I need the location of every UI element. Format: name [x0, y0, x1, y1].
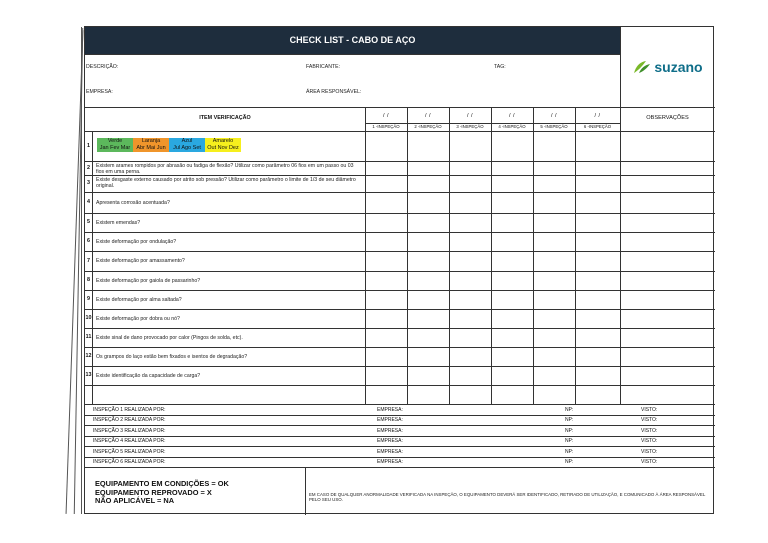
- empresa-field[interactable]: EMPRESA:: [377, 448, 403, 455]
- inspection-cell[interactable]: [533, 309, 575, 328]
- visto-field[interactable]: VISTO:: [641, 417, 658, 423]
- inspection-cell[interactable]: [407, 213, 449, 232]
- row-line: [85, 404, 715, 405]
- inspection-cell[interactable]: [533, 271, 575, 290]
- inspection-cell[interactable]: [575, 213, 620, 232]
- inspection-date-field[interactable]: / /: [550, 113, 558, 119]
- inspection-cell[interactable]: [407, 271, 449, 290]
- np-field[interactable]: NP:: [565, 448, 574, 455]
- inspection-cell[interactable]: [365, 328, 407, 347]
- inspection-cell[interactable]: [365, 309, 407, 328]
- inspection-cell[interactable]: [491, 131, 533, 161]
- legend-swatch: Azul Jul Ago Set: [169, 138, 205, 152]
- item-question: Os grampos do laço estão bem fixados e isentos de degradação?: [96, 353, 248, 360]
- observation-cell[interactable]: [620, 328, 715, 347]
- inspection-cell[interactable]: [365, 131, 407, 161]
- inspection-cell[interactable]: [365, 347, 407, 366]
- fabricante-label: FABRICANTE:: [306, 64, 341, 70]
- inspection-date-field[interactable]: / /: [508, 113, 516, 119]
- inspection-cell[interactable]: [533, 251, 575, 271]
- footer-row-line: [85, 467, 715, 468]
- item-number: 10: [85, 315, 92, 321]
- inspection-cell[interactable]: [491, 366, 533, 385]
- inspector-label: INSPEÇÃO 6 REALIZADA POR:: [93, 459, 166, 465]
- item-number: 13: [85, 372, 92, 378]
- inspection-cell[interactable]: [533, 213, 575, 232]
- inspection-cell[interactable]: [491, 232, 533, 251]
- inspection-date-field[interactable]: / /: [466, 113, 474, 119]
- company-logo: [620, 27, 715, 107]
- inspection-cell[interactable]: [575, 161, 620, 175]
- item-question: Existe deformação por amassamento?: [96, 258, 185, 264]
- status-ok: EQUIPAMENTO EM CONDIÇÕES = OK: [95, 479, 229, 488]
- area-responsavel-label: ÁREA RESPONSÁVEL:: [306, 89, 362, 95]
- np-field[interactable]: NP:: [565, 406, 574, 413]
- inspection-date-field[interactable]: / /: [382, 113, 390, 119]
- inspection-cell[interactable]: [365, 251, 407, 271]
- visto-field[interactable]: VISTO:: [641, 448, 658, 455]
- status-key: [95, 480, 305, 506]
- item-question: Existem emendas?: [96, 219, 141, 226]
- empresa-field[interactable]: EMPRESA:: [377, 417, 403, 423]
- observation-cell[interactable]: [620, 271, 715, 290]
- item-number: 5: [87, 219, 90, 225]
- inspection-cell[interactable]: [575, 232, 620, 251]
- inspection-cell[interactable]: [491, 192, 533, 213]
- inspection-cell[interactable]: [449, 213, 491, 232]
- row-line: [85, 385, 715, 386]
- item-number: 11: [85, 334, 92, 340]
- inspection-cell[interactable]: [449, 161, 491, 175]
- status-nao-aplicavel: NÃO APLICÁVEL = NA: [95, 496, 175, 505]
- visto-field[interactable]: VISTO:: [641, 427, 658, 434]
- inspection-cell[interactable]: [491, 271, 533, 290]
- inspection-cell[interactable]: [449, 232, 491, 251]
- observation-cell[interactable]: [620, 232, 715, 251]
- inspection-cell[interactable]: [365, 161, 407, 175]
- inspection-cell[interactable]: [449, 290, 491, 309]
- inspection-cell[interactable]: [533, 131, 575, 161]
- inspection-cell[interactable]: [491, 213, 533, 232]
- inspection-cell[interactable]: [533, 192, 575, 213]
- item-question: Existe deformação por dobra ou nó?: [96, 315, 180, 322]
- footer-row-line: [85, 436, 715, 437]
- item-number: 2: [87, 165, 90, 171]
- inspection-cell[interactable]: [407, 131, 449, 161]
- inspection-cell[interactable]: [449, 347, 491, 366]
- inspection-cell[interactable]: [491, 251, 533, 271]
- inspection-cell[interactable]: [407, 175, 449, 192]
- item-number: 3: [87, 180, 90, 186]
- inspection-cell[interactable]: [449, 271, 491, 290]
- empresa-field[interactable]: EMPRESA:: [377, 406, 403, 413]
- inspection-cell[interactable]: [449, 251, 491, 271]
- leaf-icon: [633, 60, 651, 74]
- inspection-cell[interactable]: [575, 251, 620, 271]
- inspection-cell[interactable]: [365, 175, 407, 192]
- inspection-header: 6 -INSPEÇÃO: [583, 124, 612, 129]
- np-field[interactable]: NP:: [565, 417, 574, 423]
- inspection-cell[interactable]: [449, 366, 491, 385]
- inspector-label: INSPEÇÃO 1 REALIZADA POR:: [93, 406, 166, 413]
- item-question: Existe desgaste externo causado por atrito sob pressão? Utilizar como parâmetro o limite de 1/3 de seu diâmetro original.: [96, 177, 356, 189]
- item-number: 4: [87, 199, 90, 205]
- legend-swatch: Amarelo Out Nov Dez: [205, 138, 241, 152]
- empresa-field[interactable]: EMPRESA:: [377, 438, 403, 444]
- observation-cell[interactable]: [620, 161, 715, 175]
- inspection-cell[interactable]: [533, 232, 575, 251]
- inspection-cell[interactable]: [407, 232, 449, 251]
- inspection-cell[interactable]: [407, 328, 449, 347]
- footer-row-line: [85, 415, 715, 416]
- inspection-cell[interactable]: [491, 290, 533, 309]
- inspection-cell[interactable]: [575, 366, 620, 385]
- inspection-cell[interactable]: [533, 328, 575, 347]
- inspection-header: 5 -INSPEÇÃO: [540, 124, 568, 129]
- np-field[interactable]: NP:: [565, 459, 574, 465]
- item-question: Existe deformação por gaiola de passarinho?: [96, 277, 201, 284]
- observation-cell[interactable]: [620, 347, 715, 366]
- empresa-field[interactable]: EMPRESA:: [377, 427, 403, 434]
- observation-cell[interactable]: [620, 213, 715, 232]
- item-number: 1: [87, 143, 90, 149]
- inspection-header: 1 -INSPEÇÃO: [372, 124, 400, 129]
- np-field[interactable]: NP:: [565, 427, 574, 434]
- inspection-cell[interactable]: [449, 131, 491, 161]
- inspection-date-field[interactable]: / /: [594, 113, 601, 119]
- legend-swatch: Verde Jan Fev Mar: [97, 138, 133, 152]
- observation-cell[interactable]: [620, 251, 715, 271]
- inspection-cell[interactable]: [407, 290, 449, 309]
- inspection-cell[interactable]: [575, 309, 620, 328]
- visto-field[interactable]: VISTO:: [641, 459, 658, 465]
- inspection-header: 2 -INSPEÇÃO: [414, 124, 442, 129]
- observacoes-header: OBSERVAÇÕES: [646, 115, 689, 121]
- item-number: 6: [87, 238, 90, 244]
- item-question: Existem arames rompidos por abrasão ou fadiga de flexão? Utilizar como parâmetro 06 fios em um passo ou 03 fios em uma perna.: [96, 163, 354, 175]
- inspection-cell[interactable]: [575, 328, 620, 347]
- number-column-line: [92, 131, 93, 404]
- item-question: Existe deformação por alma saltada?: [96, 296, 182, 303]
- footer-row-line: [85, 446, 715, 447]
- inspection-cell[interactable]: [365, 213, 407, 232]
- footer-row-line: [85, 425, 715, 426]
- item-verificacao-header: ITEM VERIFICAÇÃO: [199, 115, 251, 121]
- inspection-cell[interactable]: [491, 175, 533, 192]
- inspection-date-field[interactable]: / /: [424, 113, 432, 119]
- legend-swatch: Laranja Abr Mai Jun: [133, 138, 169, 152]
- logo-text: suzano: [654, 59, 703, 75]
- inspection-cell[interactable]: [533, 290, 575, 309]
- inspection-cell[interactable]: [365, 290, 407, 309]
- inspector-label: INSPEÇÃO 2 REALIZADA POR:: [93, 417, 166, 423]
- inspection-cell[interactable]: [407, 192, 449, 213]
- item-question: Existe sinal de dano provocado por calor (Pingos de solda, etc).: [96, 334, 243, 341]
- tag-label: TAG:: [494, 64, 506, 70]
- binder-line-3: [81, 27, 82, 514]
- inspection-cell[interactable]: [491, 347, 533, 366]
- inspection-cell[interactable]: [407, 366, 449, 385]
- empresa-label: EMPRESA:: [86, 89, 113, 95]
- inspection-cell[interactable]: [491, 161, 533, 175]
- inspection-cell[interactable]: [533, 366, 575, 385]
- inspection-cell[interactable]: [575, 175, 620, 192]
- observation-cell[interactable]: [620, 290, 715, 309]
- inspection-header: 3 -INSPEÇÃO: [456, 124, 484, 129]
- inspection-cell[interactable]: [449, 192, 491, 213]
- inspection-cell[interactable]: [575, 347, 620, 366]
- inspection-cell[interactable]: [407, 251, 449, 271]
- inspection-cell[interactable]: [533, 347, 575, 366]
- observation-cell[interactable]: [620, 366, 715, 385]
- inspector-label: INSPEÇÃO 4 REALIZADA POR:: [93, 438, 166, 444]
- inspection-cell[interactable]: [365, 232, 407, 251]
- empresa-field[interactable]: EMPRESA:: [377, 459, 403, 465]
- visto-field[interactable]: VISTO:: [641, 406, 658, 413]
- item-question: Apresenta corrosão acentuada?: [96, 199, 170, 206]
- inspection-cell[interactable]: [407, 347, 449, 366]
- observation-cell[interactable]: [620, 309, 715, 328]
- inspection-cell[interactable]: [491, 309, 533, 328]
- inspection-cell[interactable]: [533, 175, 575, 192]
- footer-row-line: [85, 457, 715, 458]
- inspection-cell[interactable]: [365, 271, 407, 290]
- item-number: 9: [87, 296, 90, 302]
- inspection-header: 4 -INSPEÇÃO: [498, 124, 526, 129]
- inspection-cell[interactable]: [575, 290, 620, 309]
- item-number: 8: [87, 277, 90, 283]
- inspection-cell[interactable]: [365, 192, 407, 213]
- descricao-label: DESCRIÇÃO:: [86, 64, 119, 70]
- inspection-cell[interactable]: [449, 309, 491, 328]
- anomaly-note: EM CASO DE QUALQUER ANORMALIDADE VERIFICADA NA INSPEÇÃO, O EQUIPAMENTO DEVERÁ SER IDENTIFICADO, RETIRADO DE UTILIZAÇÃO, E COMUNICADO À ÁREA RESPONSÁVEL PELO SEU USO.: [309, 492, 706, 502]
- page-title: CHECK LIST - CABO DE AÇO: [85, 27, 620, 54]
- inspection-cell[interactable]: [575, 192, 620, 213]
- np-field[interactable]: NP:: [565, 438, 574, 444]
- item-question: Existe deformação por ondulação?: [96, 238, 177, 245]
- status-divider-line: [305, 467, 306, 515]
- inspection-cell[interactable]: [407, 161, 449, 175]
- visto-field[interactable]: VISTO:: [641, 438, 658, 444]
- inspection-cell[interactable]: [365, 366, 407, 385]
- inspector-label: INSPEÇÃO 5 REALIZADA POR:: [93, 448, 166, 455]
- inspection-cell[interactable]: [449, 328, 491, 347]
- inspection-cell[interactable]: [533, 161, 575, 175]
- inspection-cell[interactable]: [491, 328, 533, 347]
- observation-cell[interactable]: [620, 131, 715, 161]
- inspector-label: INSPEÇÃO 3 REALIZADA POR:: [93, 427, 166, 434]
- checklist-sheet: [84, 26, 714, 514]
- item-question: Existe identificação da capacidade de carga?: [96, 372, 201, 379]
- observation-cell[interactable]: [620, 175, 715, 192]
- inspection-cell[interactable]: [575, 131, 620, 161]
- inspection-cell[interactable]: [407, 309, 449, 328]
- color-legend: [97, 138, 241, 152]
- inspection-cell[interactable]: [575, 271, 620, 290]
- item-number: 12: [85, 353, 92, 359]
- inspection-cell[interactable]: [449, 175, 491, 192]
- item-number: 7: [87, 258, 90, 264]
- observation-cell[interactable]: [620, 192, 715, 213]
- status-reprovado: EQUIPAMENTO REPROVADO = X: [95, 487, 212, 497]
